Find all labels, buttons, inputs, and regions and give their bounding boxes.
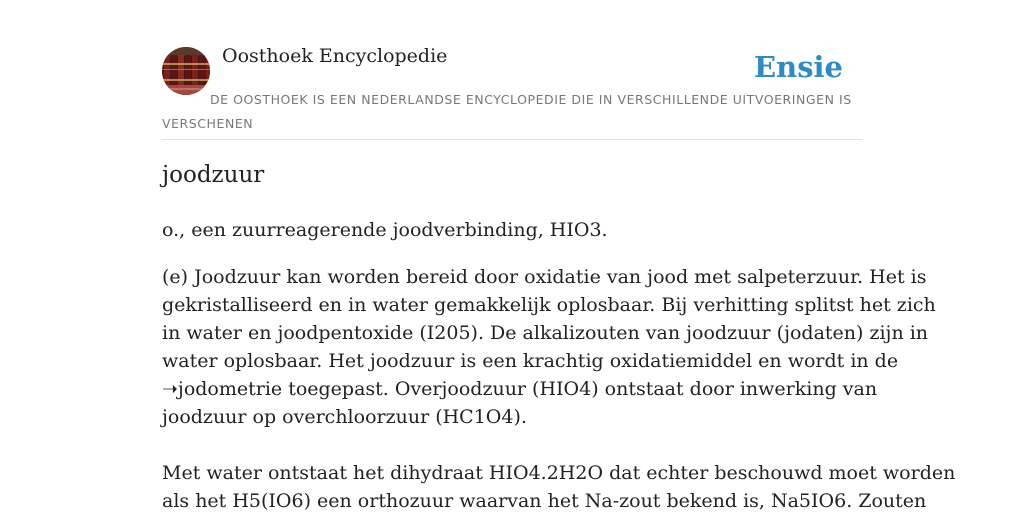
body-line: gekristalliseerd en in water gemakkelijk oplosbaar. Bij verhitting splitst het zich	[162, 294, 936, 316]
article-definition: o., een zuurreagerende joodverbinding, HIO3.	[162, 219, 608, 241]
paragraph-gap	[162, 431, 862, 459]
body-line: water oplosbaar. Het joodzuur is een krachtig oxidatiemiddel en wordt in de	[162, 350, 899, 372]
body-line	[162, 375, 878, 403]
xref-label: jodometrie	[177, 378, 283, 400]
article-body	[162, 263, 956, 512]
arrow-right-icon: ➝	[162, 378, 178, 400]
site-header	[162, 0, 862, 140]
body-line: (e) Joodzuur kan worden bereid door oxidatie van jood met salpeterzuur. Het is	[162, 266, 927, 288]
site-tagline: DE OOSTHOEK IS EEN NEDERLANDSE ENCYCLOPEDIE DIE IN VERSCHILLENDE UITVOERINGEN IS VERSCHENEN	[162, 92, 852, 131]
body-line: als het H5(IO6) een orthozuur waarvan het Na-zout bekend is, Na5IO6. Zouten	[162, 490, 927, 512]
site-title[interactable]: Oosthoek Encyclopedie	[222, 45, 448, 67]
article-title: joodzuur	[162, 162, 265, 188]
xref-link-jodometrie[interactable]	[162, 378, 282, 400]
body-line: joodzuur op overchloorzuur (HC1O4).	[162, 406, 527, 428]
body-line: in water en joodpentoxide (I205). De alkalizouten van joodzuur (jodaten) zijn in	[162, 322, 929, 344]
body-line: Met water ontstaat het dihydraat HIO4.2H2O dat echter beschouwd moet worden	[162, 462, 956, 484]
brand-logo[interactable]: Ensie	[754, 50, 843, 84]
content-container	[162, 0, 956, 512]
body-text-fragment: toegepast. Overjoodzuur (HIO4) ontstaat door inwerking van	[282, 378, 878, 400]
